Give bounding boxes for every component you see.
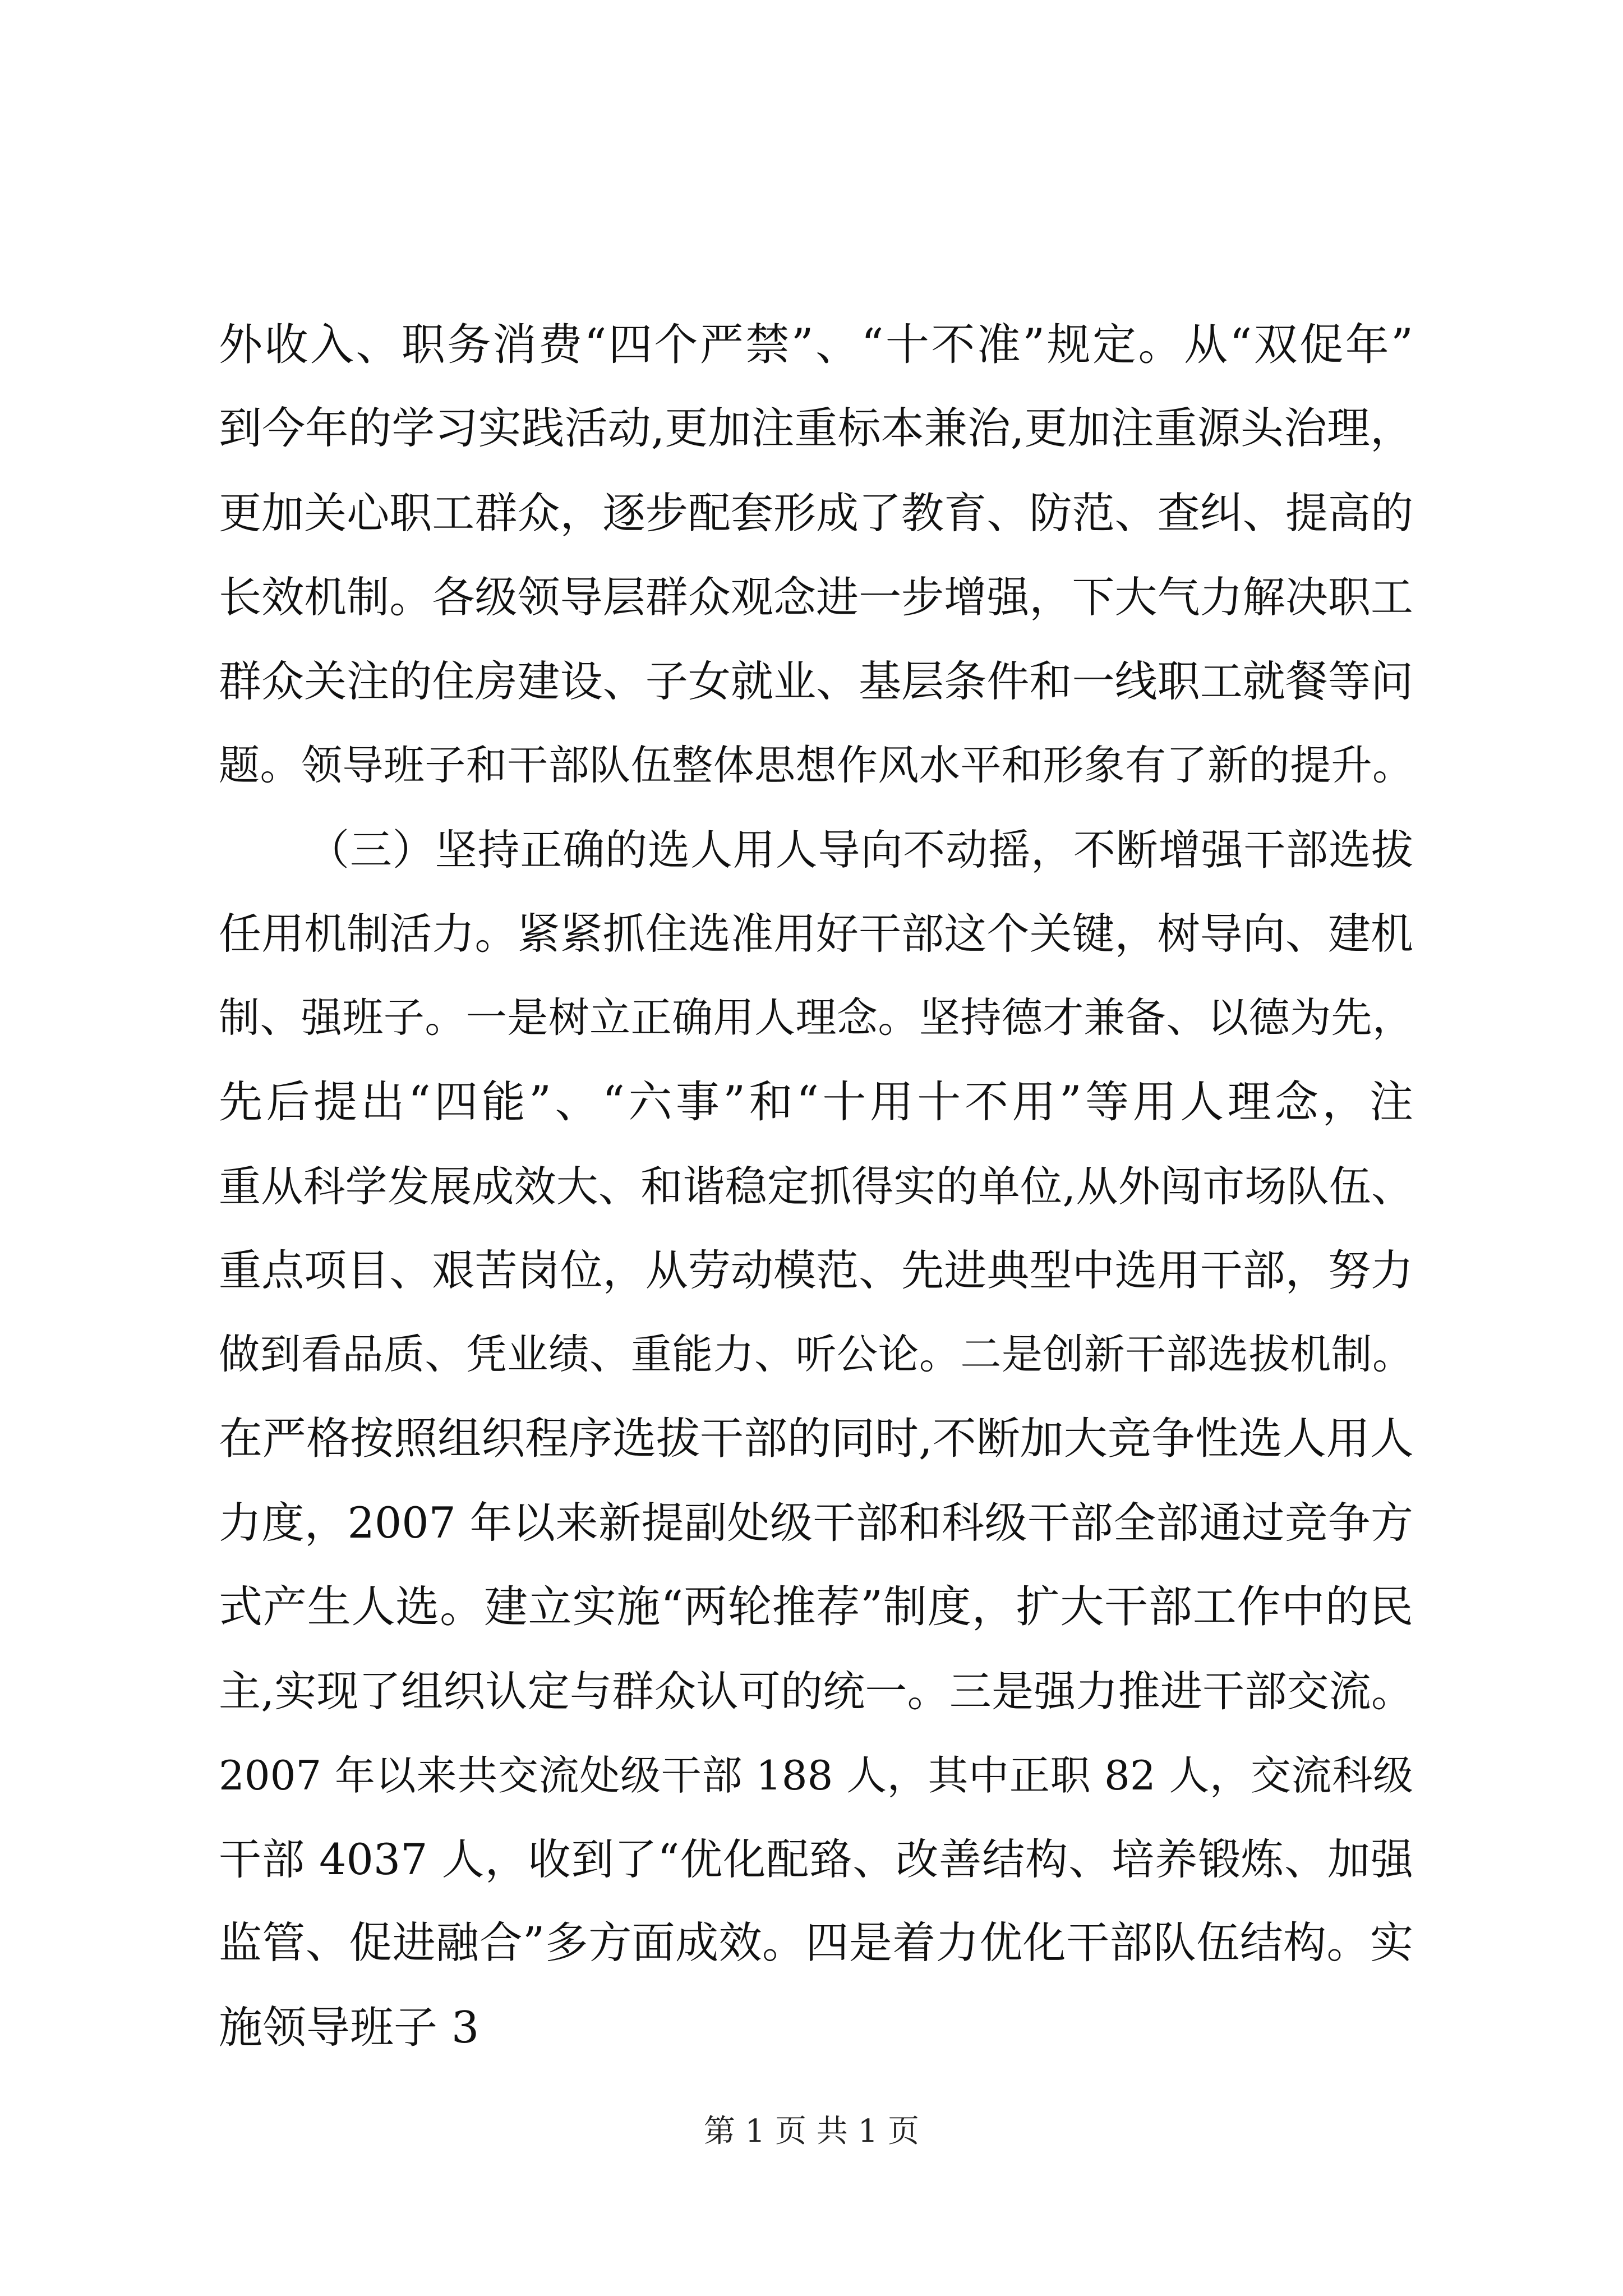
body-text-line: 到今年的学习实践活动,更加注重标本兼治,更加注重源头治理， <box>219 404 1413 454</box>
paragraph-first-line: （三）坚持正确的选人用人导向不动摇，不断增强干部选拔 <box>307 825 1413 875</box>
body-text-line: 做到看品质、凭业绩、重能力、听公论。二是创新干部选拔机制。 <box>219 1331 1413 1378</box>
body-text-line: 任用机制活力。紧紧抓住选准用好干部这个关键，树导向、建机 <box>219 909 1413 959</box>
body-text-line: 群众关注的住房建设、子女就业、基层条件和一线职工就餐等问 <box>219 656 1413 706</box>
body-text-line: 制、强班子。一是树立正确用人理念。坚持德才兼备、以德为先， <box>219 994 1413 1042</box>
body-text-line: 主,实现了组织认定与群众认可的统一。三是强力推进干部交流。 <box>219 1667 1413 1716</box>
body-text-line: 2007 年以来共交流处级干部 188 人，其中正职 82 人，交流科级 <box>219 1752 1413 1799</box>
body-text-line: 在严格按照组织程序选拔干部的同时,不断加大竞争性选人用人 <box>219 1414 1414 1464</box>
body-text-line: 长效机制。各级领导层群众观念进一步增强，下大气力解决职工 <box>219 572 1413 622</box>
body-text-last-line: 施领导班子 3 <box>219 2003 479 2053</box>
body-text-line: 重从科学发展成效大、和谐稳定抓得实的单位,从外闯市场队伍、 <box>219 1162 1413 1211</box>
body-text-line: 监管、促进融合”多方面成效。四是着力优化干部队伍结构。实 <box>219 1918 1413 1968</box>
body-text-line: 外收入、职务消费“四个严禁”、“十不准”规定。从“双促年” <box>219 320 1413 370</box>
page-footer: 第 1 页 共 1 页 <box>703 2113 920 2150</box>
body-text-line: 重点项目、艰苦岗位，从劳动模范、先进典型中选用干部，努力 <box>219 1245 1413 1295</box>
body-text-line: 干部 4037 人，收到了“优化配臵、改善结构、培养锻炼、加强 <box>219 1834 1413 1884</box>
body-text-line: 式产生人选。建立实施“两轮推荐”制度，扩大干部工作中的民 <box>219 1582 1413 1632</box>
body-text-line: 力度，2007 年以来新提副处级干部和科级干部全部通过竞争方 <box>219 1498 1413 1548</box>
body-text-line: 更加关心职工群众，逐步配套形成了教育、防范、查纠、提高的 <box>219 488 1413 538</box>
body-text-line: 先后提出“四能”、“六事”和“十用十不用”等用人理念，注 <box>219 1077 1413 1128</box>
body-text-line: 题。领导班子和干部队伍整体思想作风水平和形象有了新的提升。 <box>219 742 1413 789</box>
